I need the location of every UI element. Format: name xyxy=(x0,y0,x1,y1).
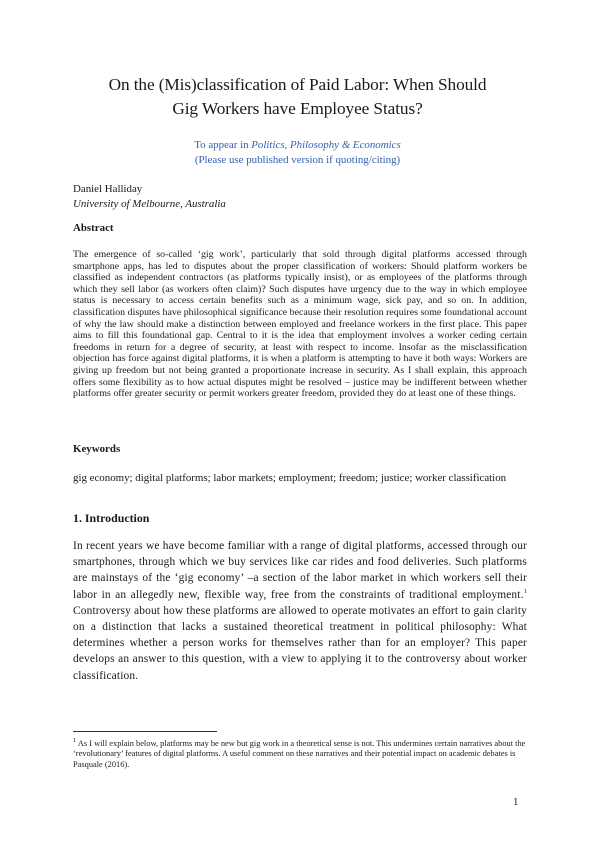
introduction-paragraph xyxy=(73,538,527,684)
footnote-marker: 1 xyxy=(73,737,77,745)
keywords-heading: Keywords xyxy=(73,443,121,455)
keywords-text: gig economy; digital platforms; labor markets; employment; freedom; justice; worker classification xyxy=(73,472,507,484)
author-affiliation: University of Melbourne, Australia xyxy=(73,197,226,210)
introduction-heading: 1. Introduction xyxy=(73,511,150,525)
citation-note: (Please use published version if quoting/citing) xyxy=(194,153,401,166)
publication-venue xyxy=(70,138,525,153)
intro-text-part-2: Controversy about how these platforms are allowed to operate motivates an effort to gain clarity on a distinction that lacks a sustained theoretical treatment in political philosophy: What determines whether a person works for themselves rather than for an employer? This paper develops an answer to this question, with a view to applying it to the controversy about worker classification. xyxy=(73,604,527,682)
footnote xyxy=(73,739,527,770)
abstract-heading: Abstract xyxy=(73,222,114,234)
title-line-2: Gig Workers have Employee Status? xyxy=(172,99,423,118)
paper-title xyxy=(70,73,525,121)
author-block xyxy=(73,182,226,211)
intro-text-part-1: In recent years we have become familiar with a range of digital platforms, accessed through our smartphones, through which we buy services like car rides and food deliveries. Such platforms are mainstays of the ‘gig economy’ –a section of the labor market in which workers sell their labor in an allegedly new, flexible way, free from the constraints of traditional employment. xyxy=(73,540,527,601)
abstract-text: The emergence of so-called ‘gig work’, particularly that sold through digital platforms accessed through smartphone apps, has led to disputes about the proper classification of workers: Should platform workers be classified as independent contractors (as platforms typically insist), or as employees of the platforms through which they sell labor (as workers often claim)? Such disputes have urgency due to the way in which employee status is necessary to access certain benefits such as a minimum wage, sick pay, and so on. In addition, classification disputes have philosophical significance because their resolution requires some foundational account of why the law should make a distinction between employed and freelance workers in the first place. This paper aims to fill this foundational gap. Central to it is the idea that employment involves a worker ceding certain freedoms in return for a degree of security, at least with respect to income. Insofar as the misclassification objection has force against digital platforms, it is when a platform is attempting to have it both ways: Workers are giving up freedom but not being granted a proportionate increase in security. As I shall explain, this approach offers some flexibility as to how actual disputes might be resolved – justice may be indifferent between whether platforms offer greater security or permit workers greater freedom, provided they do at least one of these things. xyxy=(73,249,527,400)
footnote-separator xyxy=(73,731,217,732)
journal-name: Politics, Philosophy & Economics xyxy=(251,139,401,151)
author-name: Daniel Halliday xyxy=(73,183,143,195)
footnote-text: As I will explain below, platforms may be new but gig work in a theoretical sense is not. This undermines certain narratives about the ‘revolutionary’ features of digital platforms. A useful comment on these narratives and their potential impact on academic debates is Pasquale (2016). xyxy=(73,739,526,769)
footnote-reference[interactable]: 1 xyxy=(523,587,527,595)
publication-notice xyxy=(70,138,525,167)
title-line-1: On the (Mis)classification of Paid Labor: When Should xyxy=(108,75,487,94)
publication-prefix: To appear in xyxy=(194,139,252,151)
page-number: 1 xyxy=(513,796,519,808)
